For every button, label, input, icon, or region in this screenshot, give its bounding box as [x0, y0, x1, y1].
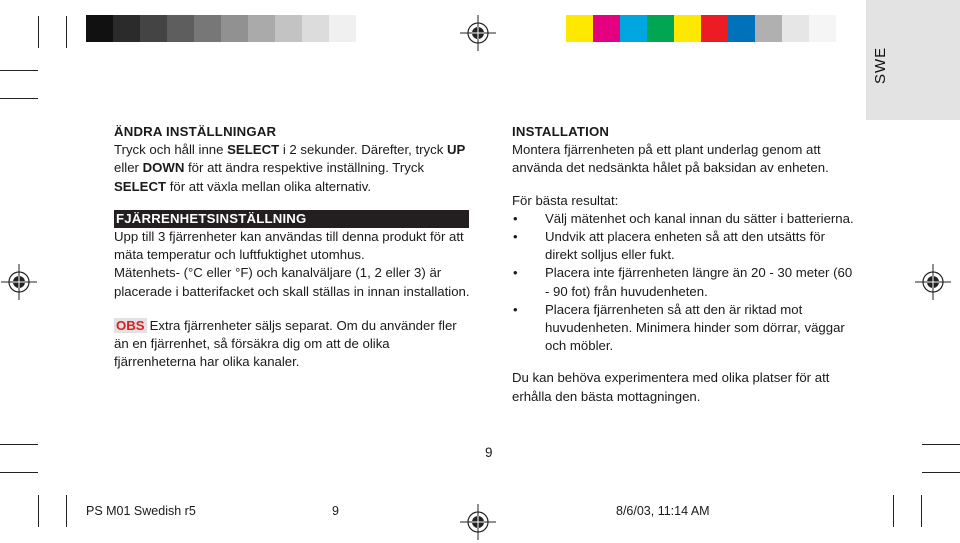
note-paragraph — [114, 317, 474, 372]
crop-mark — [66, 495, 67, 527]
list-item: • Placera inte fjärrenheten längre än 20 - 30 meter (60 - 90 fot) från huvudenheten. — [513, 265, 853, 299]
section-heading-change-settings: ÄNDRA INSTÄLLNINGAR — [114, 124, 277, 139]
paragraph-mounting: Montera fjärrenheten på ett plant underlag genom att använda det nedsänkta hålet på baksidan av enheten. — [512, 142, 829, 176]
right-column — [512, 123, 857, 406]
crop-mark — [893, 495, 894, 527]
crop-mark — [0, 70, 38, 71]
list-item: • Undvik att placera enheten så att den utsätts för direkt solljus eller fukt. — [513, 229, 826, 263]
gray-swatch — [329, 15, 356, 42]
list-item: • Välj mätenhet och kanal innan du sätter i batterierna. — [512, 210, 857, 228]
page-number: 9 — [485, 445, 493, 460]
bullet-icon: • — [513, 210, 518, 226]
paragraph-best-results: För bästa resultat: — [512, 192, 619, 208]
crop-mark — [921, 495, 922, 527]
gray-swatch — [302, 15, 329, 42]
gray-swatch — [275, 15, 302, 42]
section-heading-installation: INSTALLATION — [512, 124, 610, 139]
bullet-icon: • — [513, 301, 518, 317]
crop-mark — [0, 444, 38, 445]
color-calibration-strip — [566, 15, 836, 42]
crop-mark — [66, 16, 67, 48]
gray-swatch — [86, 15, 113, 42]
color-swatch — [593, 15, 620, 42]
list-item: • Placera fjärrenheten så att den är riktad mot huvudenheten. Minimera hinder som dörrar, väggar och möbler. — [513, 301, 845, 354]
color-swatch — [620, 15, 647, 42]
crop-mark — [0, 98, 38, 99]
registration-mark-icon — [915, 264, 951, 300]
bullet-icon: • — [513, 229, 518, 245]
paragraph-unit-channel-selector: Mätenhets- (°C eller °F) och kanalväljare (1, 2 eller 3) är placerade i batterifacket och skall ställas in innan installation. — [114, 265, 470, 299]
crop-mark — [38, 495, 39, 527]
registration-mark-icon — [1, 264, 37, 300]
paragraph-experiment: Du kan behöva experimentera med olika platser för att erhålla den bästa mottagningen. — [512, 370, 830, 404]
up-key-label: UP — [447, 142, 466, 158]
crop-mark — [922, 444, 960, 445]
select-key-label: SELECT — [114, 178, 167, 194]
gray-swatch — [194, 15, 221, 42]
note-text: Extra fjärrenheter säljs separat. Om du använder fler än en fjärrenhet, så försäkra dig om att de olika fjärrenheterna har olika kanaler. — [114, 317, 457, 370]
gray-swatch — [113, 15, 140, 42]
registration-mark-icon — [460, 15, 496, 51]
paragraph-change-settings: Tryck och håll inne SELECT i 2 sekunder. Därefter, tryck UP eller DOWN för att ändra respektive inställning. Tryck SELECT för att växla mellan olika alternativ. — [114, 142, 466, 194]
color-swatch — [782, 15, 809, 42]
footer-page: 9 — [332, 504, 339, 518]
footer-filename: PS M01 Swedish r5 — [86, 504, 196, 518]
note-badge: OBS — [116, 317, 145, 333]
grayscale-calibration-strip — [86, 15, 356, 42]
paragraph-remote-count: Upp till 3 fjärrenheter kan användas till denna produkt för att mäta temperatur och luftfuktighet utomhus. — [114, 229, 464, 263]
gray-swatch — [140, 15, 167, 42]
language-tab-label: SWE — [872, 46, 889, 84]
select-key-label: SELECT — [227, 142, 280, 158]
color-swatch — [566, 15, 593, 42]
color-swatch — [809, 15, 836, 42]
section-heading-remote-setup: FJÄRRENHETSINSTÄLLNING — [114, 210, 469, 228]
registration-mark-icon — [460, 504, 496, 540]
color-swatch — [755, 15, 782, 42]
footer-datetime: 8/6/03, 11:14 AM — [616, 504, 710, 518]
crop-mark — [0, 472, 38, 473]
gray-swatch — [221, 15, 248, 42]
crop-mark — [38, 16, 39, 48]
color-swatch — [647, 15, 674, 42]
color-swatch — [674, 15, 701, 42]
color-swatch — [728, 15, 755, 42]
gray-swatch — [167, 15, 194, 42]
crop-mark — [922, 472, 960, 473]
tips-list — [512, 210, 857, 356]
left-column — [114, 123, 474, 371]
gray-swatch — [248, 15, 275, 42]
bullet-icon: • — [513, 265, 518, 281]
color-swatch — [701, 15, 728, 42]
down-key-label: DOWN — [142, 160, 185, 176]
